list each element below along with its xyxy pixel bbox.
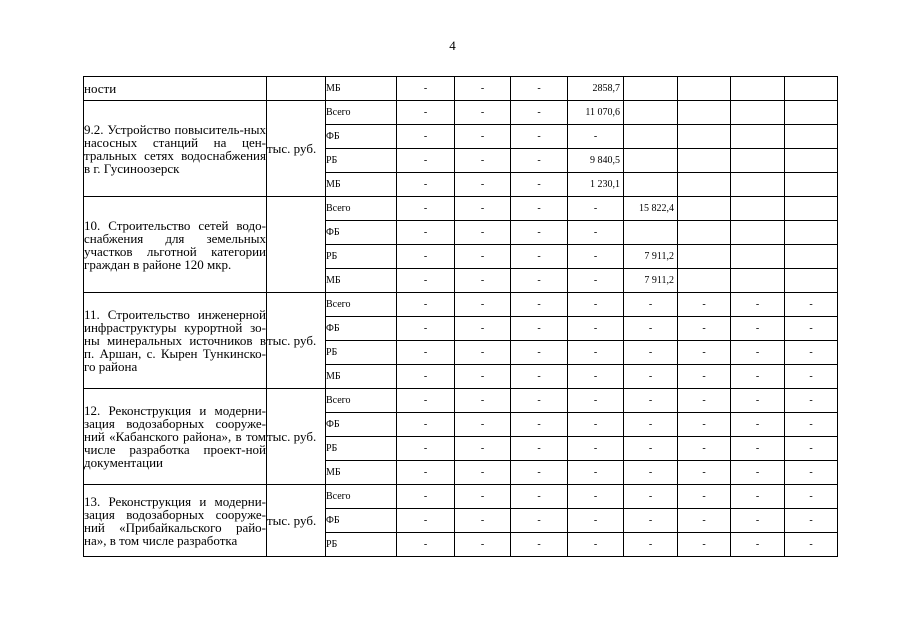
value-cell: - <box>568 461 624 485</box>
value-cell: - <box>731 413 785 437</box>
value-cell: - <box>511 365 568 389</box>
value-cell: - <box>511 461 568 485</box>
value-cell: - <box>785 485 838 509</box>
value-cell <box>785 125 838 149</box>
value-cell: - <box>678 365 731 389</box>
value-cell: - <box>785 317 838 341</box>
value-cell: - <box>568 533 624 557</box>
funding-source-cell: Всего <box>326 485 397 509</box>
value-cell: - <box>785 293 838 317</box>
value-cell: - <box>397 149 455 173</box>
value-cell <box>731 77 785 101</box>
value-cell: 2858,7 <box>568 77 624 101</box>
value-cell <box>731 245 785 269</box>
value-cell: - <box>455 485 511 509</box>
funding-source-cell: МБ <box>326 77 397 101</box>
measure-name-cell: 10. Строительство сетей водо-снабжения для земельных участков льготной категории граждан в районе 120 мкр. <box>84 197 267 293</box>
value-cell: - <box>678 293 731 317</box>
funding-source-cell: ФБ <box>326 125 397 149</box>
value-cell: 9 840,5 <box>568 149 624 173</box>
value-cell: - <box>678 509 731 533</box>
funding-source-cell: РБ <box>326 245 397 269</box>
value-cell: 1 230,1 <box>568 173 624 197</box>
value-cell <box>785 221 838 245</box>
value-cell: - <box>678 317 731 341</box>
value-cell: - <box>397 533 455 557</box>
value-cell: - <box>678 437 731 461</box>
value-cell: - <box>511 245 568 269</box>
value-cell: - <box>678 485 731 509</box>
value-cell <box>785 77 838 101</box>
measure-name-cell: 9.2. Устройство повыситель-ных насосных станций на цен-тральных сетях водоснабжения в г. Гусиноозерск <box>84 101 267 197</box>
funding-source-cell: МБ <box>326 269 397 293</box>
value-cell: - <box>397 389 455 413</box>
value-cell: - <box>455 269 511 293</box>
value-cell: - <box>455 173 511 197</box>
funding-source-cell: Всего <box>326 101 397 125</box>
value-cell: - <box>568 269 624 293</box>
value-cell: - <box>511 293 568 317</box>
value-cell <box>678 77 731 101</box>
value-cell: - <box>511 173 568 197</box>
value-cell: - <box>511 389 568 413</box>
table-row <box>84 389 838 413</box>
unit-cell: тыс. руб. <box>267 293 326 389</box>
unit-cell <box>267 197 326 293</box>
value-cell: - <box>785 365 838 389</box>
value-cell: - <box>785 413 838 437</box>
value-cell <box>731 149 785 173</box>
value-cell <box>785 149 838 173</box>
value-cell: - <box>731 317 785 341</box>
value-cell: - <box>511 101 568 125</box>
funding-source-cell: РБ <box>326 437 397 461</box>
funding-source-cell: Всего <box>326 197 397 221</box>
value-cell <box>678 125 731 149</box>
budget-table <box>83 76 838 557</box>
value-cell: - <box>568 389 624 413</box>
value-cell: - <box>397 485 455 509</box>
table-row <box>84 77 838 101</box>
value-cell <box>731 221 785 245</box>
value-cell: - <box>568 437 624 461</box>
value-cell: - <box>785 461 838 485</box>
value-cell: - <box>731 293 785 317</box>
value-cell <box>678 149 731 173</box>
value-cell: - <box>511 125 568 149</box>
value-cell: 15 822,4 <box>624 197 678 221</box>
funding-source-cell: МБ <box>326 461 397 485</box>
unit-cell: тыс. руб. <box>267 101 326 197</box>
value-cell: - <box>397 77 455 101</box>
value-cell: - <box>511 269 568 293</box>
value-cell: - <box>455 197 511 221</box>
value-cell: - <box>568 293 624 317</box>
value-cell: - <box>624 365 678 389</box>
value-cell <box>731 173 785 197</box>
value-cell: - <box>785 509 838 533</box>
value-cell: - <box>397 437 455 461</box>
value-cell: - <box>455 389 511 413</box>
value-cell: - <box>624 341 678 365</box>
value-cell: - <box>455 341 511 365</box>
value-cell: - <box>624 437 678 461</box>
value-cell: - <box>397 197 455 221</box>
value-cell: 7 911,2 <box>624 269 678 293</box>
value-cell: - <box>511 77 568 101</box>
value-cell: - <box>455 77 511 101</box>
value-cell: - <box>568 125 624 149</box>
value-cell <box>731 101 785 125</box>
table-row <box>84 293 838 317</box>
value-cell: - <box>455 149 511 173</box>
value-cell: - <box>397 341 455 365</box>
value-cell: - <box>731 533 785 557</box>
value-cell <box>785 101 838 125</box>
value-cell <box>624 101 678 125</box>
value-cell: - <box>511 509 568 533</box>
value-cell: - <box>624 533 678 557</box>
value-cell <box>624 173 678 197</box>
funding-source-cell: ФБ <box>326 317 397 341</box>
value-cell: - <box>785 341 838 365</box>
value-cell: - <box>455 125 511 149</box>
value-cell: - <box>731 461 785 485</box>
value-cell: - <box>731 389 785 413</box>
value-cell <box>624 77 678 101</box>
value-cell: - <box>678 461 731 485</box>
value-cell <box>731 269 785 293</box>
value-cell: - <box>455 245 511 269</box>
value-cell: - <box>511 197 568 221</box>
value-cell <box>624 221 678 245</box>
value-cell: - <box>624 509 678 533</box>
value-cell: - <box>678 533 731 557</box>
value-cell: - <box>678 341 731 365</box>
funding-source-cell: ФБ <box>326 221 397 245</box>
value-cell: - <box>568 485 624 509</box>
value-cell: - <box>455 413 511 437</box>
funding-source-cell: РБ <box>326 533 397 557</box>
value-cell: - <box>678 413 731 437</box>
value-cell: - <box>624 485 678 509</box>
funding-source-cell: РБ <box>326 341 397 365</box>
value-cell: - <box>397 461 455 485</box>
value-cell: - <box>678 389 731 413</box>
value-cell: - <box>397 245 455 269</box>
value-cell <box>624 149 678 173</box>
value-cell: - <box>568 317 624 341</box>
value-cell: - <box>568 197 624 221</box>
value-cell: - <box>568 221 624 245</box>
table-body <box>84 77 838 557</box>
value-cell: - <box>511 149 568 173</box>
value-cell: - <box>455 317 511 341</box>
value-cell <box>678 173 731 197</box>
value-cell: - <box>511 341 568 365</box>
measure-name-cell: 13. Реконструкция и модерни-зация водозаборных сооруже-ний «Прибайкальского райо-на», в том числе разработка <box>84 485 267 557</box>
value-cell <box>785 197 838 221</box>
funding-source-cell: ФБ <box>326 413 397 437</box>
measure-name-cell: ности <box>84 77 267 101</box>
value-cell: - <box>397 221 455 245</box>
value-cell <box>678 101 731 125</box>
value-cell: - <box>455 437 511 461</box>
value-cell <box>678 269 731 293</box>
value-cell: - <box>455 533 511 557</box>
table-row <box>84 101 838 125</box>
value-cell: - <box>731 485 785 509</box>
value-cell: - <box>731 437 785 461</box>
measure-name-cell: 12. Реконструкция и модерни-зация водозаборных сооруже-ний «Кабанского района», в том числе разработка проект-ной документации <box>84 389 267 485</box>
value-cell: - <box>511 437 568 461</box>
value-cell: - <box>397 413 455 437</box>
value-cell: - <box>511 413 568 437</box>
table-row <box>84 197 838 221</box>
value-cell: - <box>624 461 678 485</box>
value-cell: - <box>397 365 455 389</box>
value-cell: - <box>568 413 624 437</box>
funding-source-cell: РБ <box>326 149 397 173</box>
value-cell <box>678 245 731 269</box>
value-cell <box>785 269 838 293</box>
value-cell: - <box>624 389 678 413</box>
value-cell: - <box>397 101 455 125</box>
value-cell: - <box>455 101 511 125</box>
value-cell: - <box>397 269 455 293</box>
value-cell <box>678 221 731 245</box>
value-cell <box>678 197 731 221</box>
value-cell: - <box>568 341 624 365</box>
value-cell: - <box>397 509 455 533</box>
value-cell <box>624 125 678 149</box>
value-cell: - <box>731 509 785 533</box>
unit-cell: тыс. руб. <box>267 485 326 557</box>
funding-source-cell: МБ <box>326 173 397 197</box>
value-cell: 11 070,6 <box>568 101 624 125</box>
value-cell: - <box>785 389 838 413</box>
table-row <box>84 485 838 509</box>
value-cell: - <box>511 221 568 245</box>
value-cell: - <box>455 293 511 317</box>
funding-source-cell: Всего <box>326 293 397 317</box>
value-cell: - <box>511 317 568 341</box>
value-cell: - <box>397 173 455 197</box>
measure-name-cell: 11. Строительство инженерной инфраструктуры курортной зо-ны минеральных источников в п. Аршан, с. Кырен Тункинско-го района <box>84 293 267 389</box>
value-cell: - <box>455 221 511 245</box>
value-cell: - <box>397 317 455 341</box>
value-cell <box>731 125 785 149</box>
value-cell: - <box>624 317 678 341</box>
page-number: 4 <box>449 38 456 53</box>
value-cell: - <box>731 365 785 389</box>
unit-cell <box>267 77 326 101</box>
value-cell: - <box>624 293 678 317</box>
funding-source-cell: МБ <box>326 365 397 389</box>
value-cell: 7 911,2 <box>624 245 678 269</box>
value-cell: - <box>785 533 838 557</box>
value-cell <box>785 245 838 269</box>
value-cell: - <box>455 365 511 389</box>
value-cell: - <box>624 413 678 437</box>
value-cell <box>731 197 785 221</box>
value-cell: - <box>455 461 511 485</box>
value-cell: - <box>455 509 511 533</box>
value-cell: - <box>568 509 624 533</box>
value-cell: - <box>511 485 568 509</box>
value-cell: - <box>397 293 455 317</box>
value-cell <box>785 173 838 197</box>
value-cell: - <box>511 533 568 557</box>
value-cell: - <box>785 437 838 461</box>
value-cell: - <box>568 365 624 389</box>
value-cell: - <box>397 125 455 149</box>
funding-source-cell: ФБ <box>326 509 397 533</box>
value-cell: - <box>731 341 785 365</box>
unit-cell: тыс. руб. <box>267 389 326 485</box>
funding-source-cell: Всего <box>326 389 397 413</box>
value-cell: - <box>568 245 624 269</box>
